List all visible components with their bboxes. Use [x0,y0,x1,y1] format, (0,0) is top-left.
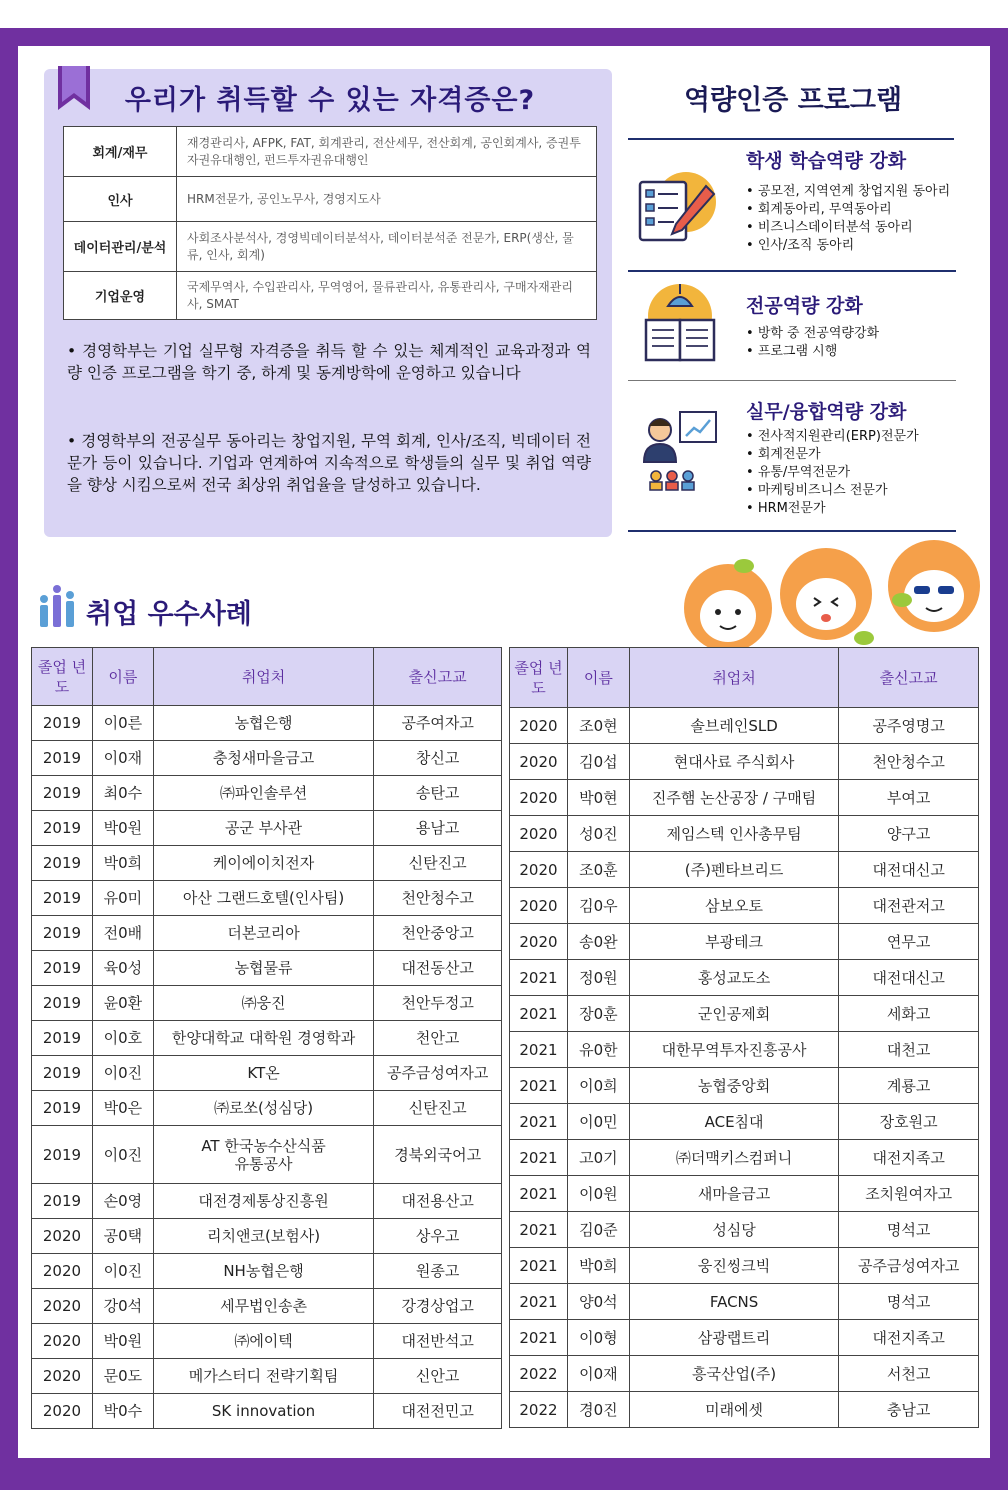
company-cell: 대한무역투자진흥공사 [629,1032,839,1068]
name-cell: 이0진 [92,1254,153,1289]
company-cell: 성심당 [629,1212,839,1248]
company-cell: ㈜로쏘(성심당) [153,1091,374,1126]
company-cell: (주)펜타브리드 [629,852,839,888]
category-cell: 데이터관리/분석 [64,222,177,272]
table-row [32,776,502,811]
company-cell: AT 한국농수산식품 유통공사 [153,1126,374,1184]
section-items [746,183,950,255]
table-row [510,1392,979,1428]
school-cell: 신탄진고 [374,846,502,881]
name-cell: 유0한 [567,1032,629,1068]
name-cell: 유0미 [92,881,153,916]
school-cell: 부여고 [839,780,979,816]
table-row [32,986,502,1021]
year-cell: 2019 [32,951,93,986]
company-cell: 더본코리아 [153,916,374,951]
intro-paragraph-2: • 경영학부의 전공실무 동아리는 창업지원, 무역 회계, 인사/조직, 빅데이터 전문가 등이 있습니다. 기업과 연계하여 지속적으로 학생들의 실무 및 취업 역량을 향상 시킴으로써 전국 최상위 취업율을 달성하고 있습니다. [67,432,591,494]
table-row [510,924,979,960]
name-cell: 박0원 [92,811,153,846]
school-cell: 명석고 [839,1284,979,1320]
name-cell: 이0민 [567,1104,629,1140]
year-cell: 2021 [510,1068,568,1104]
name-cell: 이0호 [92,1021,153,1056]
name-cell: 이0형 [567,1320,629,1356]
school-cell: 대천고 [839,1032,979,1068]
year-cell: 2021 [510,1212,568,1248]
table-row [510,888,979,924]
name-cell: 박0원 [92,1324,153,1359]
header-year: 졸업 년도 [32,648,93,706]
company-cell: 농협물류 [153,951,374,986]
name-cell: 박0희 [92,846,153,881]
company-cell: ㈜파인솔루션 [153,776,374,811]
year-cell: 2021 [510,1320,568,1356]
list-item: • 인사/조직 동아리 [746,237,950,255]
table-row [32,1184,502,1219]
company-cell: ACE침대 [629,1104,839,1140]
company-cell: NH농협은행 [153,1254,374,1289]
year-cell: 2020 [32,1324,93,1359]
list-item: • 공모전, 지역연계 창업지원 동아리 [746,183,950,201]
name-cell: 박0은 [92,1091,153,1126]
name-cell: 이0진 [92,1056,153,1091]
table-row [32,1324,502,1359]
school-cell: 대전반석고 [374,1324,502,1359]
year-cell: 2020 [32,1394,93,1429]
company-cell: 홍성교도소 [629,960,839,996]
presenter-chart-icon [640,410,720,498]
table-row [32,1394,502,1429]
school-cell: 연무고 [839,924,979,960]
name-cell: 강0석 [92,1289,153,1324]
list-item: • HRM전문가 [746,500,919,518]
school-cell: 대전전민고 [374,1394,502,1429]
year-cell: 2019 [32,811,93,846]
book-lamp-icon [640,280,720,370]
school-cell: 대전지족고 [839,1140,979,1176]
name-cell: 김0준 [567,1212,629,1248]
year-cell: 2021 [510,960,568,996]
bookmark-icon [58,66,90,110]
year-cell: 2020 [510,708,568,744]
company-cell: 진주햄 논산공장 / 구매팀 [629,780,839,816]
table-row [32,1126,502,1184]
list-item: • 유통/무역전문가 [746,464,919,482]
company-cell: 미래에셋 [629,1392,839,1428]
divider [628,138,954,140]
name-cell: 손0영 [92,1184,153,1219]
school-cell: 경북외국어고 [374,1126,502,1184]
company-cell: 농협은행 [153,706,374,741]
school-cell: 대전동산고 [374,951,502,986]
year-cell: 2020 [510,852,568,888]
company-cell: 메가스터디 전략기획팀 [153,1359,374,1394]
school-cell: 세화고 [839,996,979,1032]
company-cell: 현대사료 주식회사 [629,744,839,780]
year-cell: 2020 [32,1219,93,1254]
school-cell: 원종고 [374,1254,502,1289]
table-row [32,1091,502,1126]
header-company: 취업처 [629,648,839,708]
company-cell: 군인공제회 [629,996,839,1032]
school-cell: 장호원고 [839,1104,979,1140]
table-row [64,272,597,320]
category-cell: 기업운영 [64,272,177,320]
year-cell: 2019 [32,916,93,951]
company-cell: 부광테크 [629,924,839,960]
divider [628,270,956,272]
name-cell: 공0택 [92,1219,153,1254]
year-cell: 2020 [32,1254,93,1289]
category-cell: 인사 [64,177,177,222]
school-cell: 천안고 [374,1021,502,1056]
header-name: 이름 [92,648,153,706]
year-cell: 2019 [32,1091,93,1126]
table-row [32,1021,502,1056]
company-cell: 웅진씽크빅 [629,1248,839,1284]
table-row [510,1176,979,1212]
year-cell: 2019 [32,1126,93,1184]
category-cell: 회계/재무 [64,127,177,177]
table-row [32,951,502,986]
employment-title: 취업 우수사례 [86,599,252,630]
name-cell: 조0현 [567,708,629,744]
school-cell: 대전대신고 [839,852,979,888]
company-cell: KT온 [153,1056,374,1091]
name-cell: 고0기 [567,1140,629,1176]
year-cell: 2019 [32,1056,93,1091]
list-item: • 전사적지원관리(ERP)전문가 [746,428,919,446]
year-cell: 2021 [510,1140,568,1176]
name-cell: 장0훈 [567,996,629,1032]
certificate-list: HRM전문가, 공인노무사, 경영지도사 [177,177,597,222]
year-cell: 2020 [32,1359,93,1394]
year-cell: 2020 [510,888,568,924]
school-cell: 용남고 [374,811,502,846]
header-year: 졸업 년도 [510,648,568,708]
list-item: • 방학 중 전공역량강화 [746,325,879,343]
divider [628,380,956,381]
section-title: 학생 학습역량 강화 [746,150,907,172]
year-cell: 2019 [32,881,93,916]
year-cell: 2021 [510,996,568,1032]
table-row [64,222,597,272]
school-cell: 대전관저고 [839,888,979,924]
people-bar-icon [36,583,78,629]
table-row [32,846,502,881]
table-row [32,1289,502,1324]
intro-paragraph-1: • 경영학부는 기업 실무형 자격증을 취득 할 수 있는 체계적인 교육과정과 역량 인증 프로그램을 학기 중, 하계 및 동계방학에 운영하고 있습니다 [67,342,591,382]
school-cell: 공주여자고 [374,706,502,741]
name-cell: 송0완 [567,924,629,960]
table-row [510,1248,979,1284]
table-row [32,1254,502,1289]
table-row [510,1212,979,1248]
table-row [64,177,597,222]
name-cell: 이0진 [92,1126,153,1184]
table-row [510,780,979,816]
company-cell: 삼광랩트리 [629,1320,839,1356]
certificate-list: 사회조사분석사, 경영빅데이터분석사, 데이터분석준 전문가, ERP(생산, 물류, 인사, 회계) [177,222,597,272]
year-cell: 2019 [32,1021,93,1056]
company-cell: 삼보오토 [629,888,839,924]
year-cell: 2019 [32,706,93,741]
year-cell: 2021 [510,1284,568,1320]
table-row [510,960,979,996]
school-cell: 조치원여자고 [839,1176,979,1212]
name-cell: 이0재 [567,1356,629,1392]
year-cell: 2020 [510,924,568,960]
name-cell: 최0수 [92,776,153,811]
table-row [510,1068,979,1104]
name-cell: 양0석 [567,1284,629,1320]
company-cell: 농협중앙회 [629,1068,839,1104]
header-name: 이름 [567,648,629,708]
table-row [510,1284,979,1320]
name-cell: 성0진 [567,816,629,852]
school-cell: 공주금성여자고 [374,1056,502,1091]
company-cell: SK innovation [153,1394,374,1429]
school-cell: 강경상업고 [374,1289,502,1324]
company-cell: FACNS [629,1284,839,1320]
table-row [510,744,979,780]
company-cell: 충청새마을금고 [153,741,374,776]
year-cell: 2019 [32,846,93,881]
school-cell: 신탄진고 [374,1091,502,1126]
company-cell: ㈜웅진 [153,986,374,1021]
name-cell: 육0성 [92,951,153,986]
school-cell: 충남고 [839,1392,979,1428]
table-row [32,1359,502,1394]
table-row [510,1320,979,1356]
year-cell: 2019 [32,776,93,811]
name-cell: 박0현 [567,780,629,816]
name-cell: 전0배 [92,916,153,951]
company-cell: 케이에이치전자 [153,846,374,881]
list-item: • 비즈니스데이터분석 동아리 [746,219,950,237]
name-cell: 김0섭 [567,744,629,780]
school-cell: 계룡고 [839,1068,979,1104]
list-item: • 마케팅비즈니스 전문가 [746,482,919,500]
certificate-list: 국제무역사, 수입관리사, 무역영어, 물류관리사, 유통관리사, 구매자재관리사, SMAT [177,272,597,320]
table-row [510,1140,979,1176]
checklist-pen-icon [634,168,720,258]
table-row [32,916,502,951]
table-row [32,881,502,916]
school-cell: 신안고 [374,1359,502,1394]
year-cell: 2020 [510,744,568,780]
name-cell: 이0희 [567,1068,629,1104]
school-cell: 천안두정고 [374,986,502,1021]
table-row [510,996,979,1032]
name-cell: 김0우 [567,888,629,924]
year-cell: 2020 [32,1289,93,1324]
table-row [32,1219,502,1254]
year-cell: 2019 [32,1184,93,1219]
name-cell: 정0원 [567,960,629,996]
name-cell: 윤0환 [92,986,153,1021]
school-cell: 공주금성여자고 [839,1248,979,1284]
company-cell: 제임스텍 인사총무팀 [629,816,839,852]
table-row [32,811,502,846]
name-cell: 조0훈 [567,852,629,888]
table-row [32,741,502,776]
school-cell: 서천고 [839,1356,979,1392]
company-cell: 리치앤코(보험사) [153,1219,374,1254]
school-cell: 대전지족고 [839,1320,979,1356]
divider [628,530,956,532]
table-row [32,706,502,741]
year-cell: 2021 [510,1032,568,1068]
year-cell: 2021 [510,1104,568,1140]
company-cell: 세무법인송촌 [153,1289,374,1324]
program-title: 역량인증 프로그램 [683,85,903,116]
year-cell: 2019 [32,741,93,776]
year-cell: 2022 [510,1356,568,1392]
name-cell: 이0른 [92,706,153,741]
company-cell: 아산 그랜드호텔(인사팀) [153,881,374,916]
employment-table-right [509,647,979,1428]
year-cell: 2021 [510,1176,568,1212]
table-header-row [510,648,979,708]
year-cell: 2020 [510,780,568,816]
company-cell: 흥국산업(주) [629,1356,839,1392]
table-row [510,852,979,888]
table-row [510,816,979,852]
year-cell: 2022 [510,1392,568,1428]
company-cell: 한양대학교 대학원 경영학과 [153,1021,374,1056]
section-items [746,428,919,518]
year-cell: 2019 [32,986,93,1021]
name-cell: 이0재 [92,741,153,776]
header-school: 출신고교 [839,648,979,708]
certificate-list: 재경관리사, AFPK, FAT, 회계관리, 전산세무, 전산회계, 공인회계사, 증권투자권유대행인, 펀드투자권유대행인 [177,127,597,177]
school-cell: 명석고 [839,1212,979,1248]
sheep-mascot-icon [676,536,992,654]
company-cell: 새마을금고 [629,1176,839,1212]
table-row [510,1356,979,1392]
table-row [510,708,979,744]
company-cell: ㈜에이텍 [153,1324,374,1359]
table-row [64,127,597,177]
table-row [32,1056,502,1091]
school-cell: 천안중앙고 [374,916,502,951]
list-item: • 프로그램 시행 [746,343,879,361]
company-cell: 공군 부사관 [153,811,374,846]
school-cell: 송탄고 [374,776,502,811]
certificate-table [63,126,597,320]
year-cell: 2021 [510,1248,568,1284]
school-cell: 상우고 [374,1219,502,1254]
name-cell: 박0수 [92,1394,153,1429]
company-cell: 대전경제통상진흥원 [153,1184,374,1219]
employment-table-left [31,647,502,1429]
section-title: 실무/융합역량 강화 [746,401,907,423]
year-cell: 2020 [510,816,568,852]
section-items [746,325,879,361]
company-cell: ㈜더맥키스컴퍼니 [629,1140,839,1176]
certificate-title: 우리가 취득할 수 있는 자격증은? [124,85,536,116]
company-cell: 솔브레인SLD [629,708,839,744]
school-cell: 양구고 [839,816,979,852]
table-header-row [32,648,502,706]
school-cell: 창신고 [374,741,502,776]
list-item: • 회계전문가 [746,446,919,464]
name-cell: 박0희 [567,1248,629,1284]
table-row [510,1104,979,1140]
name-cell: 이0원 [567,1176,629,1212]
school-cell: 천안청수고 [839,744,979,780]
name-cell: 경0진 [567,1392,629,1428]
list-item: • 회계동아리, 무역동아리 [746,201,950,219]
header-school: 출신고교 [374,648,502,706]
header-company: 취업처 [153,648,374,706]
school-cell: 대전용산고 [374,1184,502,1219]
name-cell: 문0도 [92,1359,153,1394]
section-title: 전공역량 강화 [746,295,863,317]
school-cell: 대전대신고 [839,960,979,996]
school-cell: 공주영명고 [839,708,979,744]
school-cell: 천안청수고 [374,881,502,916]
table-row [510,1032,979,1068]
